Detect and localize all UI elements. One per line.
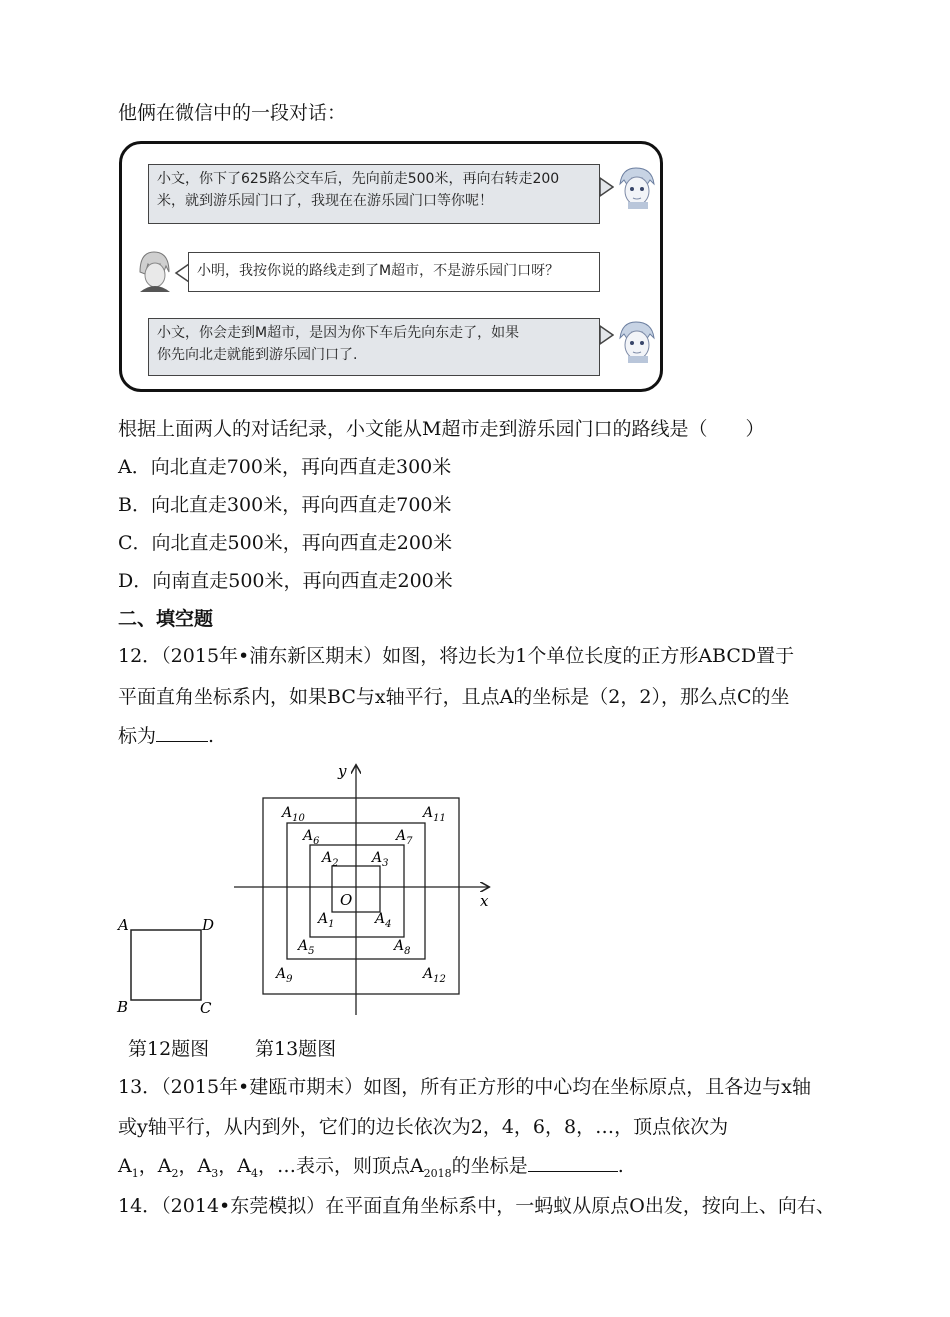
figure-12-square [112,912,222,1022]
question-14-line-1: 14．（2014•东莞模拟）在平面直角坐标系中，一蚂蚁从原点O出发，按向上、向右、 [118,1195,835,1217]
label-c: C [200,999,212,1017]
label-a: A [118,916,129,934]
avatar-anime-icon [614,164,658,210]
vertex-label-a10: $A_{10}$ [282,805,305,824]
question-13-line-3 [118,1151,624,1180]
chat-bubble-2: 小明，我按你说的路线走到了M超市，不是游乐园门口呀？ [188,252,600,292]
avatar-gray-hair-icon [136,250,172,292]
vertex-label-a6: $A_6$ [303,828,320,847]
vertex-label-a2: $A_2$ [322,850,339,869]
chat-screenshot [119,141,663,392]
bubble-1-tail [600,176,614,198]
q13-period: . [617,1155,624,1177]
q13-sub-2: 2 [171,1166,179,1180]
vertex-label-a11: $A_{11}$ [423,805,446,824]
answer-blank-12[interactable] [156,723,208,742]
q13-sub-4: 4 [250,1166,258,1180]
question-12-line-3-text: 标为 [118,725,157,747]
avatar-anime-icon-2 [614,318,658,364]
option-c: C．向北直走500米，再向西直走200米 [118,532,453,554]
chat-bubble-1-line-2: 米，就到游乐园门口了，我现在在游乐园门口等你呢！ [157,193,493,209]
vertex-label-a1: $A_1$ [318,911,335,930]
option-d: D．向南直走500米，再向西直走200米 [118,570,453,592]
question-11-stem: 根据上面两人的对话纪录，小文能从M超市走到游乐园门口的路线是（ ） [118,418,765,440]
vertex-label-a4: $A_4$ [375,911,392,930]
q13-a2: ，A [138,1155,172,1177]
q13-text-c: 的坐标是 [451,1155,528,1177]
origin-label: O [340,891,353,909]
chat-bubble-3 [148,318,600,376]
figure-13-nested-squares [230,760,500,1020]
question-12-period: . [208,725,215,747]
label-d: D [202,916,215,934]
chat-bubble-3-line-2: 你先向北走就能到游乐园门口了. [157,347,358,363]
vertex-label-a9: $A_9$ [276,966,293,985]
x-axis-label: x [480,892,489,910]
intro-text: 他俩在微信中的一段对话： [118,102,347,124]
chat-bubble-1-line-1: 小文，你下了625路公交车后，先向前走500米，再向右转走200 [157,171,560,187]
vertex-label-a3: $A_3$ [372,850,389,869]
question-13-line-1: 13．（2015年•建瓯市期末）如图，所有正方形的中心均在坐标原点，且各边与x轴 [118,1076,811,1098]
vertex-labels [274,805,446,985]
vertex-label-a8: $A_8$ [394,938,411,957]
square-abcd [131,930,201,1000]
caption-figure-13: 第13题图 [255,1038,337,1060]
label-b: B [117,998,129,1016]
caption-figure-12: 第12题图 [128,1038,210,1060]
option-a: A．向北直走700米，再向西直走300米 [118,456,452,478]
question-13-line-2: 或y轴平行，从内到外，它们的边长依次为2，4，6，8，…，顶点依次为 [118,1116,729,1138]
vertex-label-a5: $A_5$ [298,938,315,957]
q13-sub-1: 1 [131,1166,139,1180]
q13-text-b: ，…表示，则顶点A [257,1155,424,1177]
q13-sub-3: 3 [211,1166,219,1180]
q13-a4: ，A [218,1155,251,1177]
q13-a1: A [118,1155,132,1177]
chat-bubble-3-line-1: 小文，你会走到M超市，是因为你下车后先向东走了，如果 [157,325,520,341]
q13-sub-2018: 2018 [423,1166,452,1180]
option-b: B．向北直走300米，再向西直走700米 [118,494,452,516]
section-heading-fill-in: 二、填空题 [118,608,214,630]
y-axis-label: y [338,762,347,780]
answer-blank-13[interactable] [528,1153,618,1172]
vertex-label-a7: $A_7$ [396,828,413,847]
bubble-3-tail [600,324,614,346]
chat-bubble-1 [148,164,600,224]
vertex-label-a12: $A_{12}$ [423,966,446,985]
question-12-line-1: 12．（2015年•浦东新区期末）如图，将边长为1个单位长度的正方形ABCD置于 [118,645,795,667]
q13-a3: ，A [178,1155,212,1177]
question-12-line-2: 平面直角坐标系内，如果BC与x轴平行，且点A的坐标是（2，2），那么点C的坐 [118,686,790,708]
question-12-line-3 [118,721,214,748]
square-4 [263,798,459,994]
